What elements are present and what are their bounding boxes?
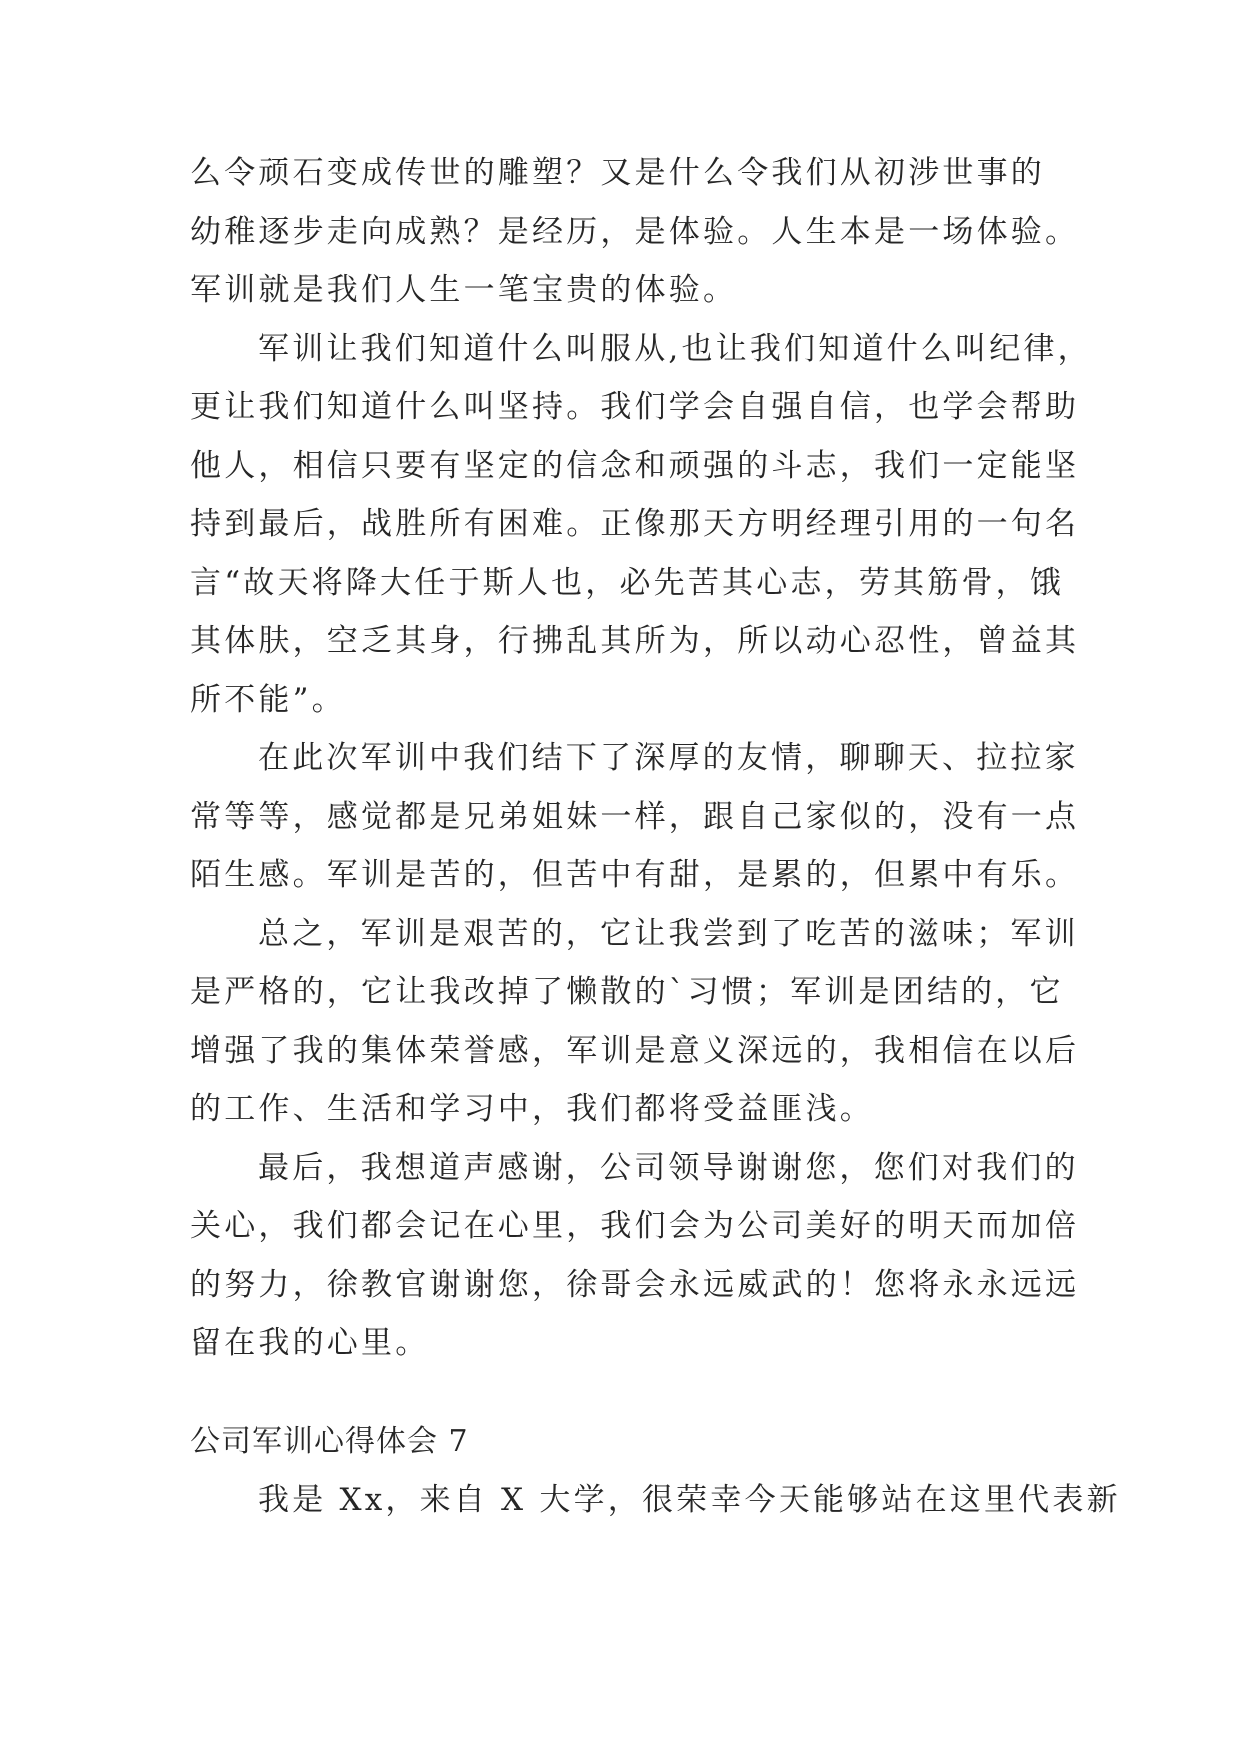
final-paragraph-line: 我是 Xx，来自 X 大学，很荣幸今天能够站在这里代表新: [258, 1482, 1121, 1518]
text-line: 其体肤，空乏其身，行拂乱其所为，所以动心忍性，曾益其: [190, 623, 1080, 659]
text-line: 持到最后，战胜所有困难。正像那天方明经理引用的一句名: [190, 506, 1080, 542]
text-line: 常等等，感觉都是兄弟姐妹一样，跟自己家似的，没有一点: [190, 798, 1080, 835]
text-line: 幼稚逐步走向成熟？是经历，是体验。人生本是一场体验。: [190, 213, 1080, 250]
text-line: 所不能”。: [190, 681, 346, 718]
text-line: 在此次军训中我们结下了深厚的友情，聊聊天、拉拉家: [258, 740, 1079, 776]
text-line: 的工作、生活和学习中，我们都将受益匪浅。: [190, 1091, 874, 1127]
text-line: 言“故天将降大任于斯人也，必先苦其心志，劳其筋骨，饿: [190, 564, 1065, 601]
text-line: 么令顽石变成传世的雕塑？又是什么令我们从初涉世事的: [190, 155, 1045, 191]
text-line: 军训让我们知道什么叫服从,也让我们知道什么叫纪律，: [258, 330, 1092, 367]
section-title: 公司军训心得体会 7: [190, 1424, 469, 1459]
text-line: 陌生感。军训是苦的，但苦中有甜，是累的，但累中有乐。: [190, 857, 1080, 893]
text-line: 他人，相信只要有坚定的信念和顽强的斗志，我们一定能坚: [190, 447, 1080, 484]
text-line: 留在我的心里。: [190, 1325, 430, 1361]
text-line: 关心，我们都会记在心里，我们会为公司美好的明天而加倍: [190, 1208, 1080, 1244]
text-line: 更让我们知道什么叫坚持。我们学会自强自信，也学会帮助: [190, 389, 1080, 425]
text-line: 增强了我的集体荣誉感，军训是意义深远的，我相信在以后: [190, 1032, 1080, 1069]
document-body: [190, 144, 1092, 1373]
text-line: 是严格的，它让我改掉了懒散的`习惯；军训是团结的，它: [190, 974, 1064, 1010]
text-line: 军训就是我们人生一笔宝贵的体验。: [190, 272, 738, 308]
text-line: 总之，军训是艰苦的，它让我尝到了吃苦的滋味；军训: [258, 915, 1079, 952]
text-line: 的努力，徐教官谢谢您，徐哥会永远威武的！您将永永远远: [190, 1266, 1080, 1303]
text-line: 最后，我想道声感谢，公司领导谢谢您，您们对我们的: [258, 1149, 1079, 1186]
